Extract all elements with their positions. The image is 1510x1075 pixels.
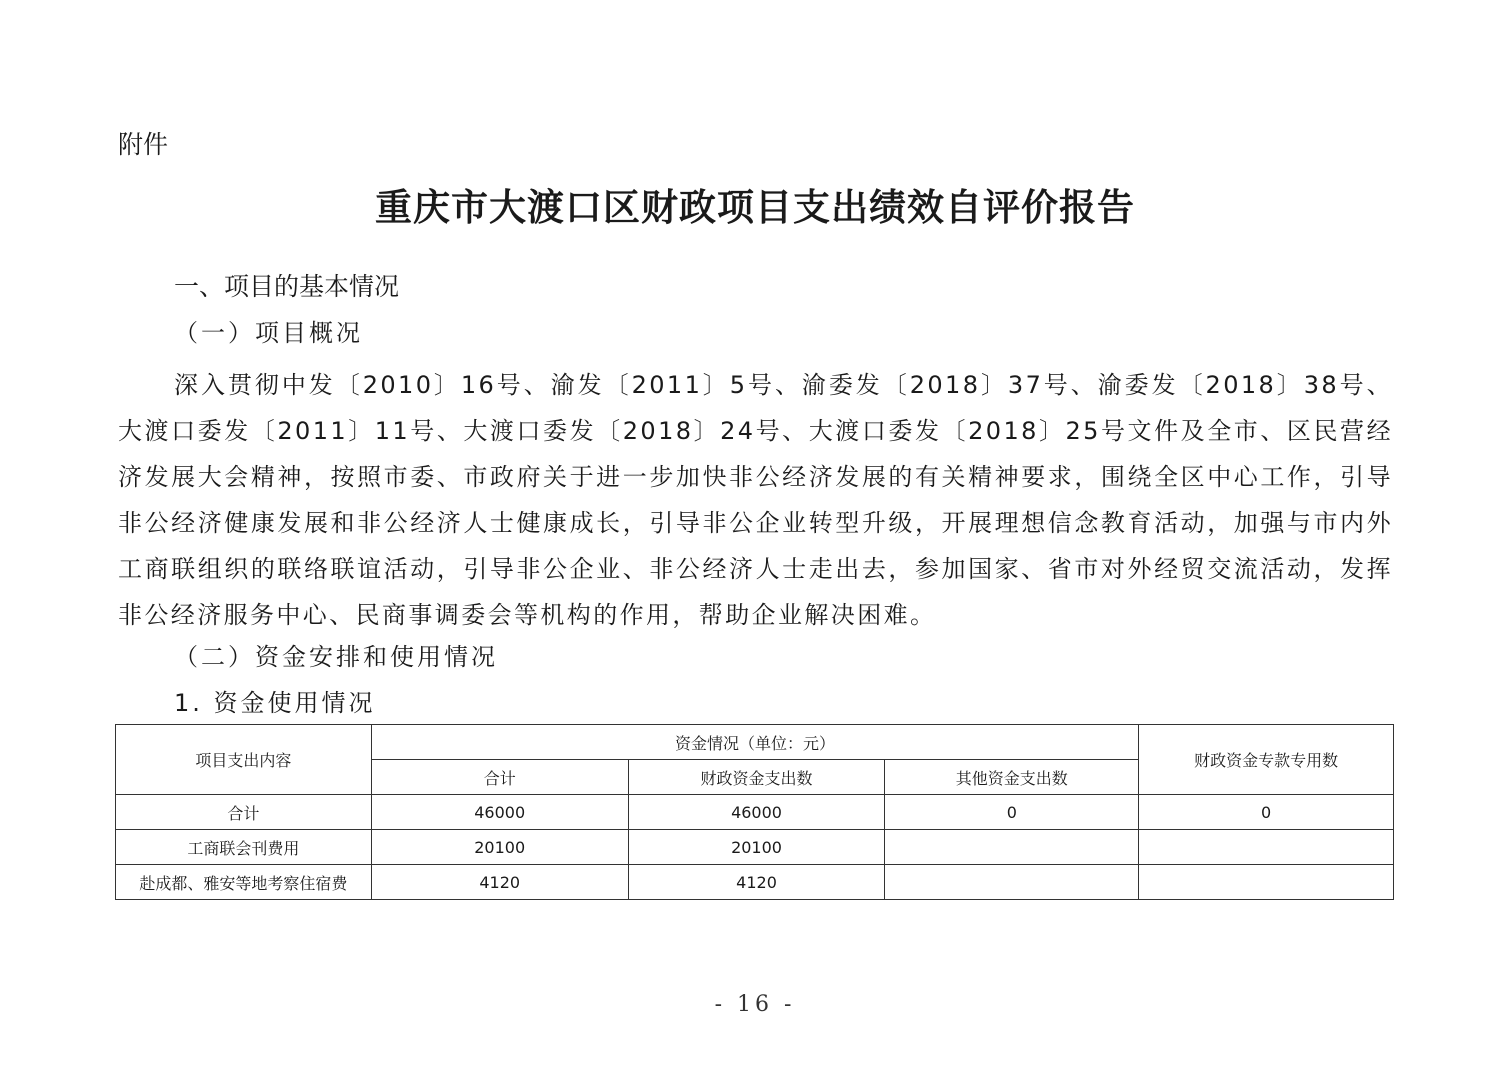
fund-usage-table	[115, 724, 1394, 900]
cell-special	[1139, 865, 1394, 900]
cell-other	[885, 830, 1139, 865]
cell-total: 20100	[371, 830, 628, 865]
subsection-heading-fund-usage: 1. 资金使用情况	[174, 689, 376, 717]
cell-item: 工商联会刊费用	[116, 830, 372, 865]
cell-fiscal: 4120	[628, 865, 885, 900]
subsection-heading-funds: （二）资金安排和使用情况	[174, 643, 498, 671]
header-fund-group: 资金情况（单位：元）	[371, 725, 1138, 760]
cell-other	[885, 865, 1139, 900]
cell-other: 0	[885, 795, 1139, 830]
cell-fiscal: 20100	[628, 830, 885, 865]
cell-special	[1139, 830, 1394, 865]
header-special-fund: 财政资金专款专用数	[1139, 725, 1394, 795]
page-number: - 16 -	[714, 992, 796, 1017]
header-other-expenditure: 其他资金支出数	[885, 760, 1139, 795]
cell-special: 0	[1139, 795, 1394, 830]
section-heading-basic-info: 一、项目的基本情况	[174, 272, 400, 301]
overview-paragraph: 深入贯彻中发〔2010〕16号、渝发〔2011〕5号、渝委发〔2018〕37号、渝委发〔2018〕38号、大渡口委发〔2011〕11号、大渡口委发〔2018〕24号、大渡口委发〔2018〕25号文件及全市、区民营经济发展大会精神，按照市委、市政府关于进一步加快非公经济发展的有关精神要求，围绕全区中心工作，引导非公经济健康发展和非公经济人士健康成长，引导非公企业转型升级，开展理想信念教育活动，加强与市内外工商联组织的联络联谊活动，引导非公企业、非公经济人士走出去，参加国家、省市对外经贸交流活动，发挥非公经济服务中心、民商事调委会等机构的作用，帮助企业解决困难。	[118, 371, 1393, 629]
cell-item: 合计	[116, 795, 372, 830]
report-title: 重庆市大渡口区财政项目支出绩效自评价报告	[375, 185, 1135, 229]
table-header-row	[116, 725, 1394, 760]
header-fiscal-expenditure: 财政资金支出数	[628, 760, 885, 795]
header-item-content: 项目支出内容	[116, 725, 372, 795]
table-row	[116, 865, 1394, 900]
cell-fiscal: 46000	[628, 795, 885, 830]
cell-total: 46000	[371, 795, 628, 830]
attachment-label: 附件	[118, 130, 169, 159]
cell-item: 赴成都、雅安等地考察住宿费	[116, 865, 372, 900]
table-row	[116, 830, 1394, 865]
cell-total: 4120	[371, 865, 628, 900]
subsection-heading-overview: （一）项目概况	[174, 319, 363, 347]
header-total: 合计	[371, 760, 628, 795]
table-row	[116, 795, 1394, 830]
